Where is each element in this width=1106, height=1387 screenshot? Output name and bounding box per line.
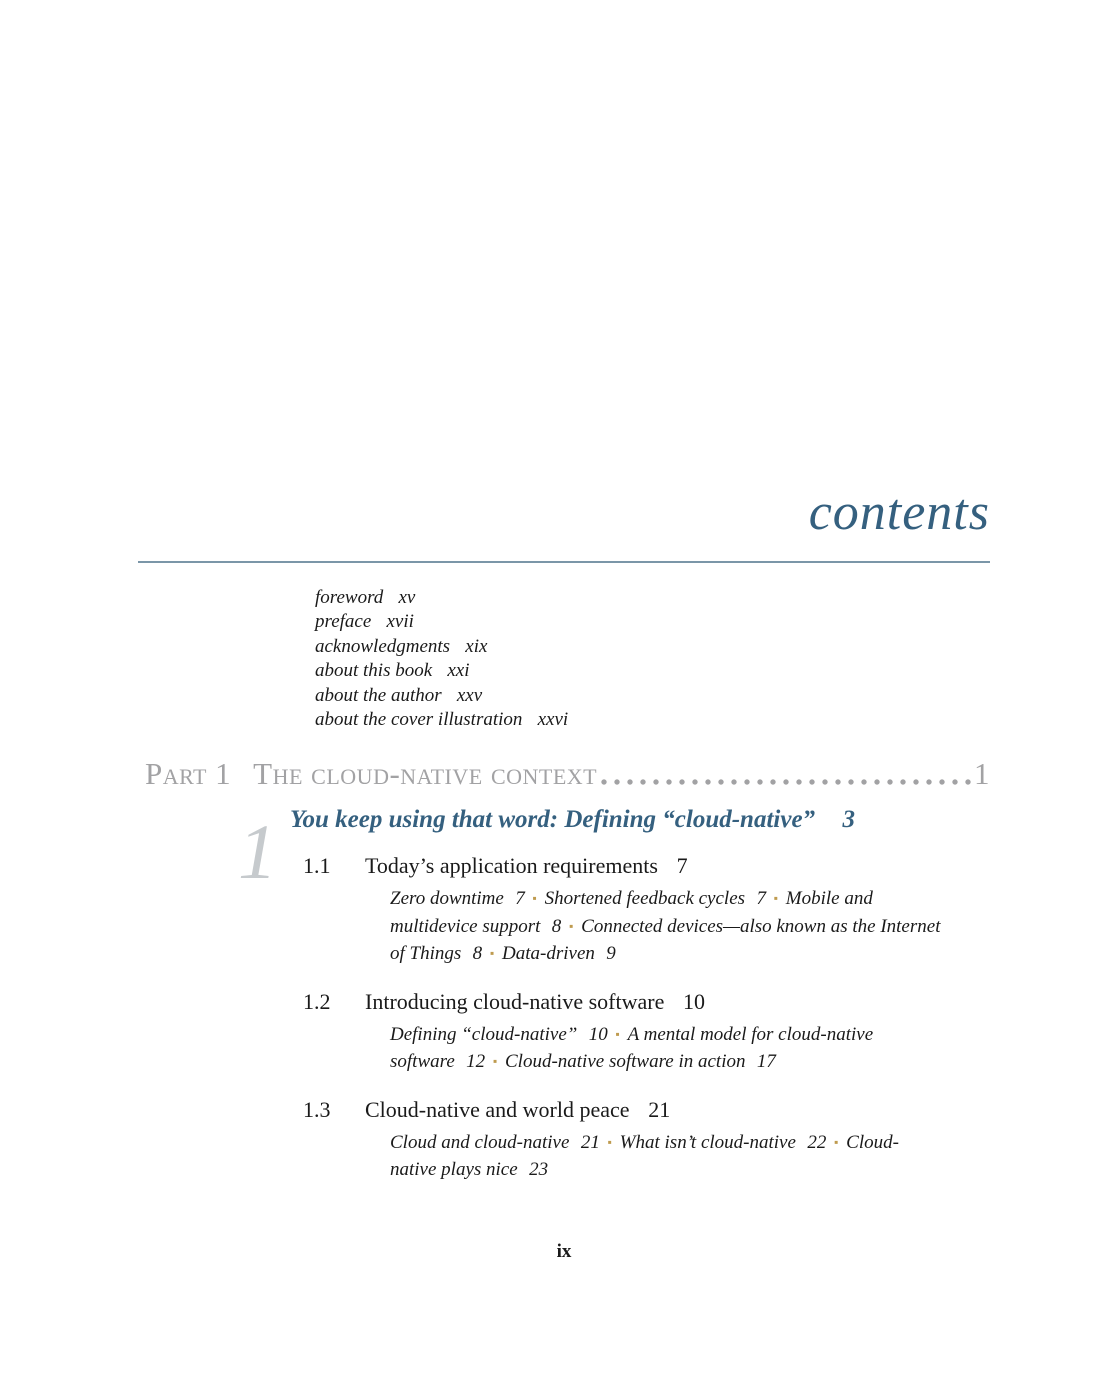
subsection-title: Cloud-native software in action [505,1051,746,1072]
square-bullet-icon: ▪ [532,891,537,905]
front-matter-item [315,586,568,610]
subsection-title: Cloud and cloud-native [390,1131,570,1153]
section-title: Today’s application requirements [365,853,658,878]
dot-leader [601,779,972,785]
chapter-page-number: 3 [842,806,856,833]
subsection-run [390,886,942,969]
subsection-page-number: 7 [515,888,525,909]
toc-section [303,851,990,969]
square-bullet-icon: ▪ [834,1134,839,1149]
section-page-number: 10 [683,988,706,1014]
front-matter-item [315,684,568,708]
section-page-number: 7 [676,853,688,878]
subsection-page-number: 8 [472,943,483,964]
section-list [303,851,990,1184]
part-heading [145,757,990,791]
subsection-page-number: 8 [551,915,562,937]
subsection-run [390,1022,942,1077]
subsection-page-number: 21 [580,1131,600,1153]
part-title: The cloud-native context [253,756,598,791]
subsection-title: Cloud-native plays nice [390,1131,899,1180]
subsection-title: Data-driven [502,943,595,964]
subsection-page-number: 9 [606,943,616,964]
section-number: 1.1 [303,853,331,878]
front-matter-label: acknowledgments [315,635,451,657]
section-page-number: 21 [648,1096,671,1122]
subsection-page-number: 12 [466,1051,486,1072]
subsection-title: What isn’t cloud-native [619,1131,796,1153]
title-rule [138,561,990,563]
part-page-number: 1 [974,756,990,791]
subsection-run [390,1130,942,1184]
page-title: contents [808,484,990,541]
toc-section [303,1095,990,1184]
subsection-page-number: 10 [588,1023,608,1045]
square-bullet-icon: ▪ [615,1026,620,1041]
subsection-page-number: 23 [529,1159,549,1180]
section-heading [303,851,990,881]
subsection-title: Zero downtime [390,888,504,909]
section-heading [303,987,990,1017]
front-matter-item [315,610,568,634]
part-number: Part 1 [145,756,232,791]
front-matter-page: xxv [456,684,483,706]
section-title: Introducing cloud-native software [365,988,665,1014]
subsection-title: Connected devices—also known as the Internet of Things [390,915,941,964]
front-matter-label: about this book [315,660,433,682]
front-matter-label: about the cover illustration [315,709,523,731]
square-bullet-icon: ▪ [492,1054,498,1068]
toc-section [303,987,990,1077]
front-matter-item [315,635,568,659]
chapter-title-row [290,805,990,835]
subsection-title: A mental model for cloud-native software [390,1023,874,1072]
front-matter-label: about the author [315,684,442,706]
folio-page-number: ix [556,1241,572,1262]
chapter-title: You keep using that word: Defining “cloud-native” [290,806,816,833]
section-heading [303,1095,990,1125]
front-matter-label: preface [315,611,372,633]
subsection-page-number: 7 [756,888,766,909]
front-matter-page: xix [465,635,488,657]
front-matter-label: foreword [315,587,384,608]
front-matter-page: xvii [386,611,414,633]
front-matter-list [315,586,568,732]
front-matter-page: xv [398,587,416,608]
front-matter-page: xxvi [537,709,569,731]
square-bullet-icon: ▪ [489,946,495,960]
chapter-number: 1 [238,808,277,895]
subsection-title: Shortened feedback cycles [544,888,746,909]
chapter-entry [238,805,990,1202]
section-title: Cloud-native and world peace [365,1096,630,1122]
front-matter-item [315,659,568,683]
subsection-page-number: 17 [756,1051,776,1072]
section-number: 1.3 [303,1096,331,1122]
section-number: 1.2 [303,988,331,1014]
square-bullet-icon: ▪ [773,891,778,905]
square-bullet-icon: ▪ [569,918,574,933]
subsection-title: Mobile and multidevice support [390,888,873,937]
subsection-title: Defining “cloud-native” [390,1023,578,1045]
subsection-page-number: 22 [807,1131,827,1153]
square-bullet-icon: ▪ [607,1134,612,1149]
front-matter-page: xxi [447,660,470,682]
front-matter-item [315,708,568,732]
